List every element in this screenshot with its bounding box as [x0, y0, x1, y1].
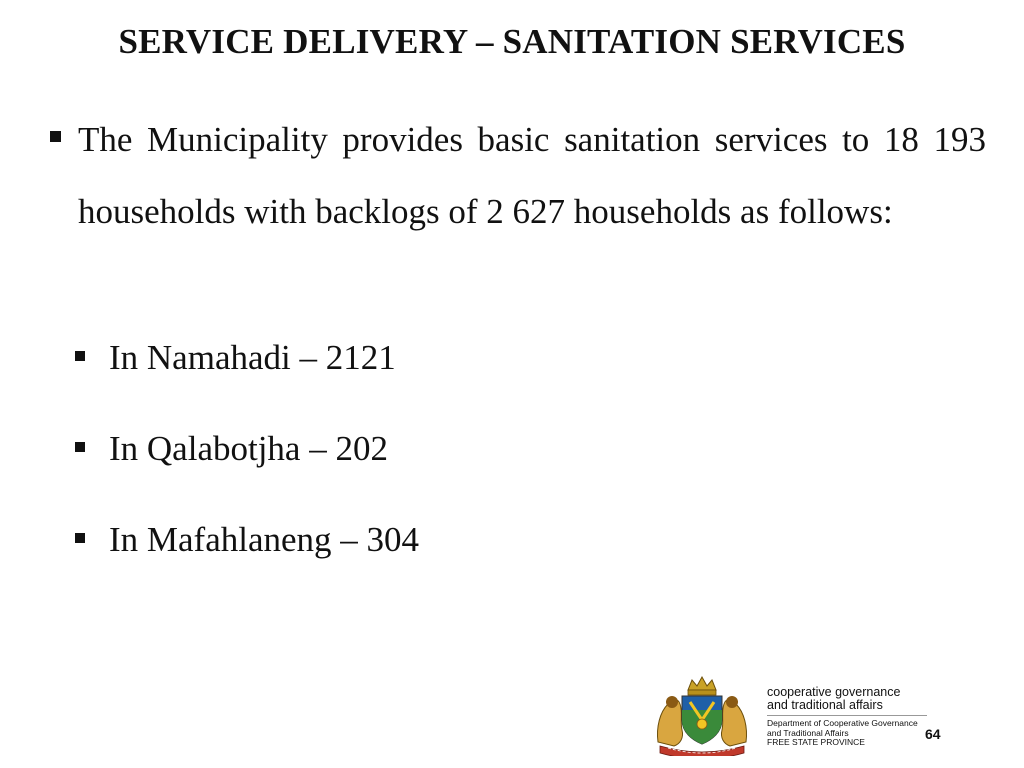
sub-bullet-item: [72, 340, 772, 431]
page-number: 64: [925, 726, 941, 742]
slide-title: SERVICE DELIVERY – SANITATION SERVICES: [118, 22, 906, 61]
sub-bullet-item: [72, 431, 772, 522]
coat-of-arms-icon: [650, 672, 754, 756]
sub-bullet-text: In Namahadi – 2121: [109, 338, 396, 377]
logo-department-line-1: Department of Cooperative Governance: [767, 718, 918, 728]
department-logo: [650, 672, 950, 758]
sub-bullet-text: In Mafahlaneng – 304: [109, 520, 420, 559]
sub-bullet-list: [72, 340, 772, 613]
bullet-marker: [75, 442, 85, 452]
logo-text: [767, 686, 927, 748]
main-bullet-text: The Municipality provides basic sanitation services to 18 193 households with backlogs of 2 627 households as follows:: [78, 120, 986, 231]
main-bullet: [46, 118, 986, 248]
logo-divider: [767, 715, 927, 716]
bullet-marker: [75, 533, 85, 543]
logo-line-2: and traditional affairs: [767, 698, 883, 712]
bullet-marker: [75, 351, 85, 361]
bullet-marker: [50, 131, 61, 142]
logo-line-1: cooperative governance: [767, 685, 901, 699]
sub-bullet-text: In Qalabotjha – 202: [109, 429, 388, 468]
logo-department-line-3: FREE STATE PROVINCE: [767, 737, 865, 747]
logo-department-line-2: and Traditional Affairs: [767, 727, 849, 738]
sub-bullet-item: [72, 522, 772, 613]
